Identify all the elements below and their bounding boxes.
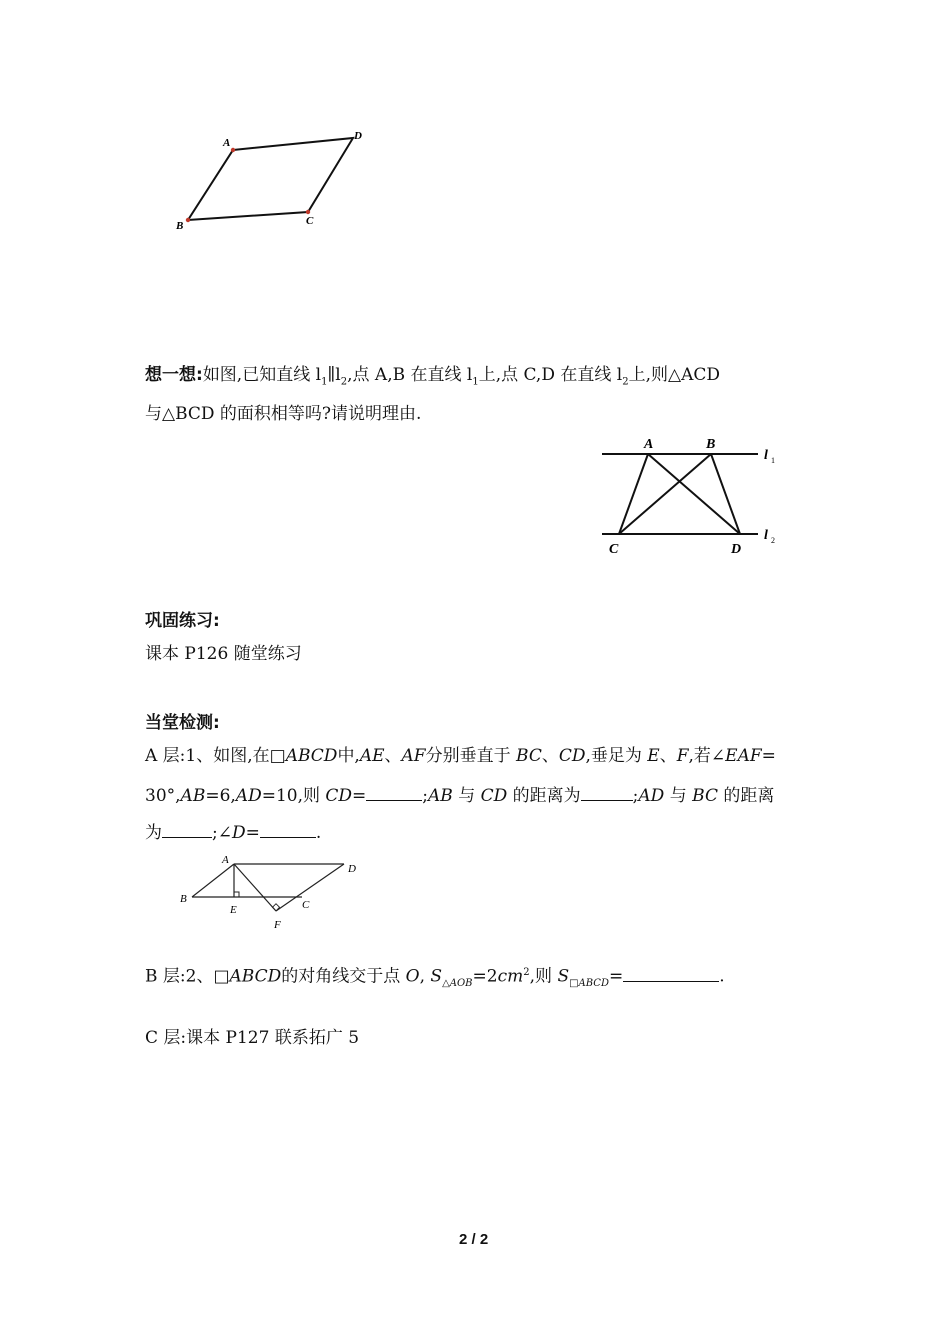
- segment-af: [234, 864, 276, 911]
- a-f: F: [676, 746, 689, 766]
- think-text-d: 上,点 C,D 在直线 l: [478, 365, 623, 385]
- a-prefix: A 层:1、如图,在: [145, 746, 270, 766]
- a-sep3: 、: [659, 746, 677, 766]
- a3-2: ;∠: [212, 823, 232, 843]
- a-mid3: ,垂足为: [585, 746, 648, 766]
- a-mid2: 分别垂直于: [425, 746, 517, 766]
- parallel-lines-figure: [598, 432, 788, 562]
- a2-1: 30°,: [145, 786, 181, 806]
- label-d: D: [354, 130, 362, 142]
- answer-blank-angle-d[interactable]: [260, 821, 316, 838]
- think-text-e: 上,则△ACD: [628, 365, 720, 385]
- a2-5: ;: [422, 786, 429, 806]
- b-o: O: [405, 966, 420, 987]
- label-l2: l: [764, 528, 768, 543]
- a2-9: 与: [664, 786, 693, 806]
- a-sep2: 、: [541, 746, 559, 766]
- b-eq: =2: [472, 966, 498, 987]
- b-end: .: [719, 966, 725, 987]
- a2-cd2: CD: [480, 786, 508, 806]
- test-a-line-1: [145, 745, 776, 767]
- think-title: 想一想: [145, 365, 196, 385]
- b-prefix: B 层:2、: [145, 966, 214, 987]
- a2-ad: AD: [235, 786, 262, 806]
- a2-2: =6,: [205, 786, 236, 806]
- think-sub-3: 1: [472, 376, 479, 388]
- page-number: 2 / 2: [459, 1231, 489, 1248]
- a3-d: D: [231, 823, 246, 843]
- a3-4: .: [315, 823, 322, 843]
- label-l1: l: [764, 448, 768, 463]
- b-comma: ,: [419, 966, 425, 987]
- label-a: A: [644, 437, 654, 452]
- answer-blank-area[interactable]: [623, 965, 719, 982]
- parallelogram-heights-figure: [172, 852, 372, 937]
- think-sub-4: 2: [622, 376, 629, 388]
- answer-blank-ad-bc-distance[interactable]: [162, 821, 212, 838]
- a-mid1: 中,: [337, 746, 360, 766]
- b-sub1: △AOB: [442, 978, 473, 990]
- a2-bc: BC: [692, 786, 718, 806]
- test-c-line: C 层:课本 P127 联系拓广 5: [145, 1028, 360, 1048]
- parallelogram-figure: [160, 125, 380, 240]
- a-ae: AE: [359, 746, 385, 766]
- a2-8: ;: [632, 786, 639, 806]
- a-abcd: □ABCD: [269, 746, 338, 766]
- a-af: AF: [401, 746, 426, 766]
- think-sub-1: 1: [321, 376, 328, 388]
- a-cd: CD: [558, 746, 586, 766]
- a2-10: 的距离: [717, 786, 775, 806]
- label-c: C: [609, 542, 619, 557]
- label-a: A: [223, 137, 231, 149]
- a2-4: =: [352, 786, 367, 806]
- b-mid: 的对角线交于点: [281, 966, 406, 987]
- a-e: E: [647, 746, 660, 766]
- a3-1: 为: [145, 823, 162, 843]
- think-text-a: 如图,已知直线 l: [202, 365, 322, 385]
- b-s: S: [430, 966, 443, 987]
- a3-3: =: [245, 823, 260, 843]
- think-line-1: [145, 364, 720, 393]
- test-b-line: [145, 962, 725, 995]
- label-c: C: [302, 899, 310, 911]
- parallelogram-abcd: [188, 138, 353, 220]
- think-text-c: ,点 A,B 在直线 l: [347, 365, 473, 385]
- segment-ab: [192, 864, 234, 897]
- point-a-dot: [231, 148, 235, 152]
- a-end1: =: [761, 746, 776, 766]
- a-bc: BC: [516, 746, 542, 766]
- right-angle-e: [234, 892, 239, 897]
- point-b-dot: [186, 218, 190, 222]
- b-sup: 2: [523, 967, 530, 978]
- label-b: B: [180, 893, 187, 905]
- a2-ab2: AB: [428, 786, 453, 806]
- segment-cd-f: [276, 864, 344, 911]
- think-colon: :: [196, 365, 203, 385]
- label-b: B: [706, 437, 716, 452]
- label-f: F: [274, 919, 281, 931]
- think-sub-2: 2: [340, 376, 348, 388]
- test-a-line-2: [145, 784, 774, 807]
- label-l1-sub: 1: [771, 456, 775, 465]
- b-s2: S: [557, 966, 570, 987]
- test-title: 当堂检测:: [145, 713, 220, 733]
- b-unit: cm: [497, 966, 524, 987]
- a2-6: 与: [452, 786, 481, 806]
- test-a-line-3: [145, 821, 321, 844]
- b-sub2: □ABCD: [569, 978, 609, 990]
- a-mid4: ,若∠: [688, 746, 726, 766]
- b-eq2: =: [608, 966, 624, 987]
- answer-blank-ab-cd-distance[interactable]: [581, 784, 633, 801]
- practice-text: 课本 P126 随堂练习: [145, 644, 302, 664]
- label-a: A: [222, 854, 229, 866]
- a-sep1: 、: [384, 746, 402, 766]
- a2-cd: CD: [325, 786, 353, 806]
- think-text-b: ∥l: [327, 365, 341, 385]
- answer-blank-cd[interactable]: [366, 784, 422, 801]
- a2-3: =10,则: [261, 786, 326, 806]
- b-then: ,则: [529, 966, 558, 987]
- a2-7: 的距离为: [507, 786, 581, 806]
- label-c: C: [306, 215, 314, 227]
- think-line-2: 与△BCD 的面积相等吗?请说明理由.: [145, 404, 422, 424]
- a2-ad2: AD: [638, 786, 665, 806]
- a-eaf: EAF: [725, 746, 762, 766]
- label-e: E: [230, 904, 237, 916]
- practice-title: 巩固练习:: [145, 611, 220, 631]
- label-d: D: [348, 863, 356, 875]
- label-b: B: [176, 220, 184, 232]
- point-c-dot: [306, 210, 310, 214]
- label-l2-sub: 2: [771, 536, 775, 545]
- b-abcd: □ABCD: [213, 966, 282, 987]
- label-d: D: [731, 542, 742, 557]
- a2-ab: AB: [180, 786, 206, 806]
